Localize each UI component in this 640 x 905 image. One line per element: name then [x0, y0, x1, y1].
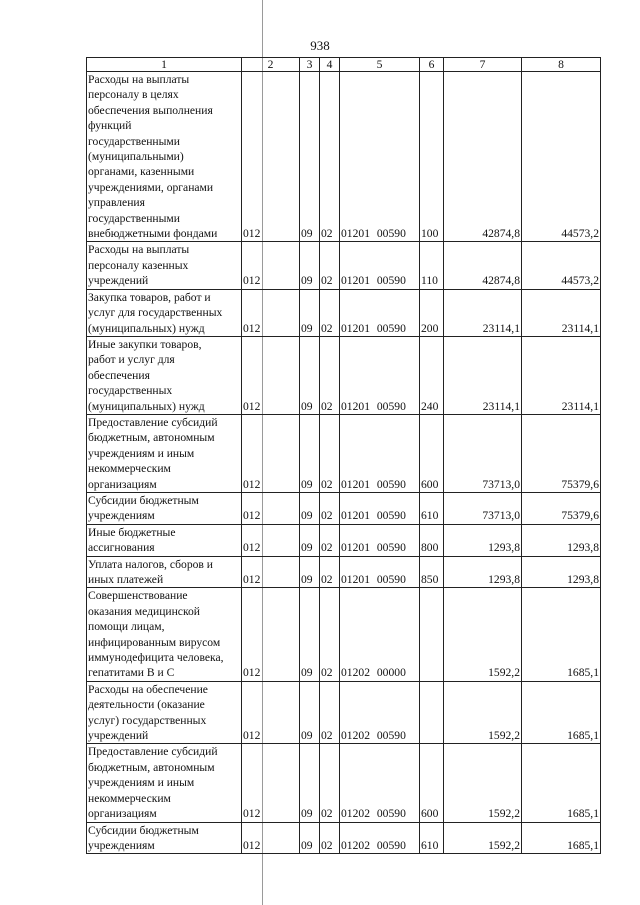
amount-year2-cell: 1685,1: [522, 822, 601, 854]
row-name-line: государственных: [88, 384, 173, 398]
grbs-cell: 012: [242, 492, 300, 524]
table-row: [87, 414, 601, 492]
table-row: [87, 72, 601, 242]
target-article-cell: 01202 00590: [340, 822, 420, 854]
row-name-cell: [87, 492, 242, 524]
row-name-line: Предоставление субсидий: [88, 745, 218, 759]
grbs-cell: 012: [242, 414, 300, 492]
amount-year2-cell: 1685,1: [522, 744, 601, 822]
expense-type-cell: [420, 588, 444, 681]
row-name-cell: [87, 524, 242, 556]
row-name-line: услуг для государственных: [88, 306, 223, 320]
grbs-cell: 012: [242, 681, 300, 744]
grbs-cell: 012: [242, 524, 300, 556]
row-name-line: органами, казенными: [88, 165, 195, 179]
grbs-cell: 012: [242, 588, 300, 681]
row-name-line: оказания медицинской: [88, 604, 201, 618]
row-name-line: внебюджетными фондами: [88, 227, 218, 241]
row-name-line: учреждениям: [88, 509, 155, 523]
amount-year2-cell: 1293,8: [522, 524, 601, 556]
table-row: [87, 822, 601, 854]
row-name-cell: [87, 556, 242, 588]
table-row: [87, 744, 601, 822]
row-name-line: учреждений: [88, 729, 149, 743]
header-row: [87, 58, 601, 72]
row-name-line: иных платежей: [88, 573, 164, 586]
row-name-cell: [87, 289, 242, 336]
row-name-line: персоналу казенных: [88, 258, 189, 272]
subsection-cell: 02: [320, 681, 340, 744]
row-name-line: услуг) государственных: [88, 713, 207, 727]
row-name-line: Расходы на обеспечение: [88, 682, 208, 696]
amount-year1-cell: 42874,8: [444, 242, 522, 289]
row-name-line: деятельности (оказание: [88, 698, 205, 712]
row-name-cell: [87, 336, 242, 414]
row-name-line: ассигнования: [88, 541, 155, 555]
target-article-cell: 01201 00590: [340, 242, 420, 289]
row-name-line: гепатитами В и С: [88, 666, 175, 680]
grbs-cell: 012: [242, 744, 300, 822]
row-name-line: обеспечения выполнения: [88, 103, 213, 117]
amount-year1-cell: 1592,2: [444, 822, 522, 854]
header-cell: 1: [87, 58, 242, 72]
header-cell: 6: [420, 58, 444, 72]
row-name-line: функций: [88, 119, 132, 133]
expense-type-cell: 610: [420, 492, 444, 524]
grbs-cell: 012: [242, 72, 300, 242]
target-article-cell: 01201 00590: [340, 289, 420, 336]
row-name-line: (муниципальных) нужд: [88, 321, 205, 335]
page-number: 938: [310, 38, 330, 53]
target-article-cell: 01201 00590: [340, 556, 420, 588]
budget-table: [86, 57, 601, 854]
amount-year1-cell: 1293,8: [444, 556, 522, 588]
row-name-line: учреждениям: [88, 838, 155, 852]
section-cell: 09: [300, 492, 320, 524]
table-row: [87, 588, 601, 681]
amount-year2-cell: 75379,6: [522, 414, 601, 492]
section-cell: 09: [300, 588, 320, 681]
section-cell: 09: [300, 289, 320, 336]
subsection-cell: 02: [320, 744, 340, 822]
target-article-cell: 01201 00590: [340, 414, 420, 492]
row-name-line: Иные закупки товаров,: [88, 337, 202, 351]
table-body: [87, 72, 601, 854]
row-name-line: Расходы на выплаты: [88, 73, 190, 86]
amount-year2-cell: 1293,8: [522, 556, 601, 588]
row-name-line: обеспечения: [88, 368, 150, 382]
expense-type-cell: 240: [420, 336, 444, 414]
amount-year1-cell: 1592,2: [444, 681, 522, 744]
header-cell: 4: [320, 58, 340, 72]
row-name-cell: [87, 681, 242, 744]
subsection-cell: 02: [320, 242, 340, 289]
table-row: [87, 524, 601, 556]
row-name-line: государственными: [88, 211, 180, 225]
amount-year1-cell: 1293,8: [444, 524, 522, 556]
row-name-cell: [87, 414, 242, 492]
grbs-cell: 012: [242, 242, 300, 289]
target-article-cell: 01202 00590: [340, 744, 420, 822]
section-cell: 09: [300, 242, 320, 289]
table-row: [87, 336, 601, 414]
grbs-cell: 012: [242, 289, 300, 336]
subsection-cell: 02: [320, 822, 340, 854]
row-name-line: организациям: [88, 477, 157, 491]
target-article-cell: 01201 00590: [340, 492, 420, 524]
row-name-line: учреждениями, органами: [88, 180, 214, 194]
row-name-line: Иные бюджетные: [88, 525, 176, 539]
row-name-line: Субсидии бюджетным: [88, 823, 199, 837]
target-article-cell: 01201 00590: [340, 336, 420, 414]
amount-year2-cell: 23114,1: [522, 336, 601, 414]
subsection-cell: 02: [320, 72, 340, 242]
amount-year2-cell: 44573,2: [522, 242, 601, 289]
row-name-line: государственными: [88, 134, 180, 148]
row-name-line: помощи лицам,: [88, 620, 165, 634]
row-name-line: иммунодефицита человека,: [88, 651, 224, 665]
amount-year2-cell: 23114,1: [522, 289, 601, 336]
amount-year1-cell: 23114,1: [444, 289, 522, 336]
table-row: [87, 681, 601, 744]
amount-year2-cell: 1685,1: [522, 681, 601, 744]
grbs-cell: 012: [242, 822, 300, 854]
row-name-line: Расходы на выплаты: [88, 243, 190, 257]
amount-year2-cell: 1685,1: [522, 588, 601, 681]
row-name-cell: [87, 72, 242, 242]
row-name-cell: [87, 744, 242, 822]
header-cell: 7: [444, 58, 522, 72]
section-cell: 09: [300, 744, 320, 822]
grbs-cell: 012: [242, 556, 300, 588]
target-article-cell: 01201 00590: [340, 524, 420, 556]
row-name-line: некоммерческим: [88, 462, 171, 476]
section-cell: 09: [300, 556, 320, 588]
table-row: [87, 556, 601, 588]
amount-year1-cell: 23114,1: [444, 336, 522, 414]
amount-year2-cell: 75379,6: [522, 492, 601, 524]
row-name-line: Субсидии бюджетным: [88, 493, 199, 507]
amount-year2-cell: 44573,2: [522, 72, 601, 242]
row-name-line: Уплата налогов, сборов и: [88, 557, 214, 571]
row-name-line: Совершенствование: [88, 589, 188, 603]
table-row: [87, 492, 601, 524]
expense-type-cell: 600: [420, 744, 444, 822]
section-cell: 09: [300, 72, 320, 242]
amount-year1-cell: 1592,2: [444, 588, 522, 681]
target-article-cell: 01202 00590: [340, 681, 420, 744]
expense-type-cell: 600: [420, 414, 444, 492]
row-name-line: управления: [88, 196, 145, 210]
expense-type-cell: 110: [420, 242, 444, 289]
subsection-cell: 02: [320, 556, 340, 588]
header-cell: 8: [522, 58, 601, 72]
amount-year1-cell: 73713,0: [444, 414, 522, 492]
section-cell: 09: [300, 336, 320, 414]
target-article-cell: 01201 00590: [340, 72, 420, 242]
section-cell: 09: [300, 822, 320, 854]
expense-type-cell: [420, 681, 444, 744]
row-name-line: некоммерческим: [88, 791, 171, 805]
row-name-line: учреждениям и иным: [88, 776, 195, 790]
subsection-cell: 02: [320, 336, 340, 414]
row-name-line: организациям: [88, 807, 157, 821]
row-name-cell: [87, 588, 242, 681]
section-cell: 09: [300, 524, 320, 556]
row-name-line: (муниципальными): [88, 150, 184, 164]
target-article-cell: 01202 00000: [340, 588, 420, 681]
row-name-line: работ и услуг для: [88, 353, 175, 367]
grbs-cell: 012: [242, 336, 300, 414]
header-cell: 5: [340, 58, 420, 72]
row-name-cell: [87, 242, 242, 289]
subsection-cell: 02: [320, 289, 340, 336]
table-row: [87, 289, 601, 336]
amount-year1-cell: 1592,2: [444, 744, 522, 822]
amount-year1-cell: 42874,8: [444, 72, 522, 242]
expense-type-cell: 610: [420, 822, 444, 854]
row-name-line: учреждений: [88, 274, 149, 288]
amount-year1-cell: 73713,0: [444, 492, 522, 524]
expense-type-cell: 100: [420, 72, 444, 242]
table-row: [87, 242, 601, 289]
subsection-cell: 02: [320, 524, 340, 556]
expense-type-cell: 800: [420, 524, 444, 556]
header-cell: 3: [300, 58, 320, 72]
subsection-cell: 02: [320, 492, 340, 524]
row-name-line: бюджетным, автономным: [88, 760, 215, 774]
row-name-line: бюджетным, автономным: [88, 431, 215, 445]
expense-type-cell: 200: [420, 289, 444, 336]
row-name-line: Предоставление субсидий: [88, 415, 218, 429]
row-name-line: инфицированным вирусом: [88, 635, 221, 649]
subsection-cell: 02: [320, 414, 340, 492]
row-name-line: учреждениям и иным: [88, 446, 195, 460]
row-name-line: Закупка товаров, работ и: [88, 290, 211, 304]
row-name-line: (муниципальных) нужд: [88, 399, 205, 413]
row-name-line: персоналу в целях: [88, 88, 179, 102]
section-cell: 09: [300, 681, 320, 744]
subsection-cell: 02: [320, 588, 340, 681]
expense-type-cell: 850: [420, 556, 444, 588]
row-name-cell: [87, 822, 242, 854]
section-cell: 09: [300, 414, 320, 492]
header-cell: 2: [242, 58, 300, 72]
